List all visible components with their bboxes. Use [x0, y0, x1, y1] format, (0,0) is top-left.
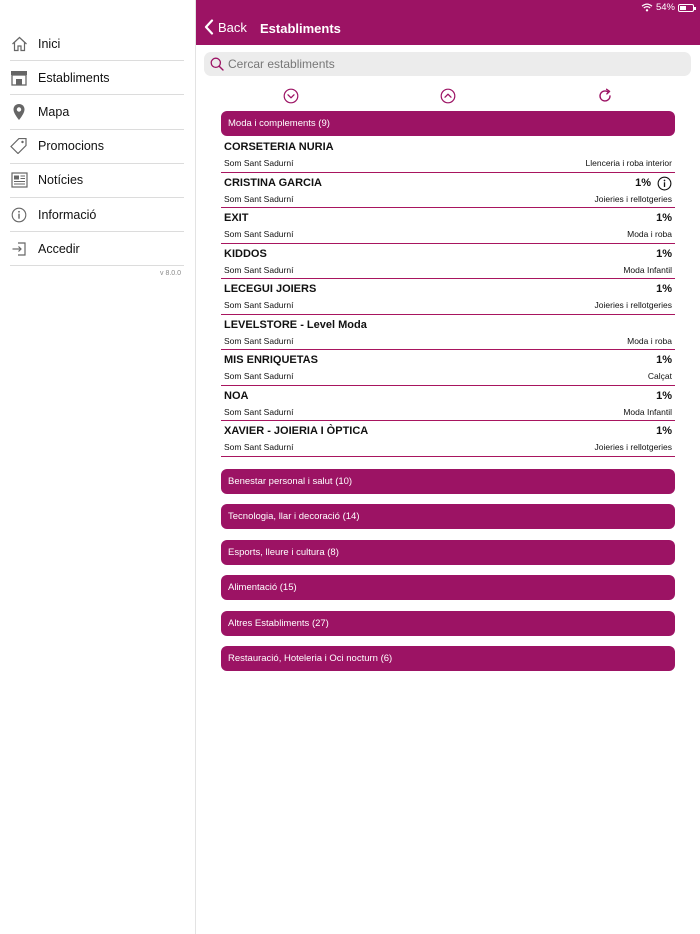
establishment-name: LEVELSTORE - Level Moda	[224, 318, 367, 331]
category-label: Restauració, Hoteleria i Oci nocturn (6)	[228, 653, 393, 664]
sidebar-item-mapa[interactable]	[10, 95, 184, 129]
category-esports[interactable]	[221, 540, 675, 565]
establishment-location: Som Sant Sadurní	[224, 442, 294, 452]
discount-percent: 1%	[656, 425, 672, 437]
category-label: Altres Establiments (27)	[228, 618, 329, 629]
establishment-name: LECEGUI JOIERS	[224, 283, 317, 295]
tag-icon	[10, 137, 28, 155]
establishment-location: Som Sant Sadurní	[224, 406, 294, 417]
establishment-type: Moda i roba	[627, 229, 672, 239]
list-item[interactable]	[221, 173, 675, 209]
discount-percent: 1%	[635, 176, 651, 189]
establishment-location: Som Sant Sadurní	[224, 335, 294, 346]
category-altres[interactable]	[221, 611, 675, 636]
sidebar-item-label: Establiments	[38, 70, 110, 85]
map-pin-icon	[10, 103, 28, 121]
establishment-type: Llenceria i roba interior	[585, 158, 672, 168]
search-bar	[204, 52, 691, 76]
establishment-location: Som Sant Sadurní	[224, 300, 294, 310]
home-icon	[10, 35, 28, 53]
sidebar-item-label: Accedir	[38, 241, 80, 256]
sidebar-item-label: Inici	[38, 36, 61, 51]
list-item[interactable]	[221, 279, 675, 315]
category-tecnologia[interactable]	[221, 504, 675, 529]
establishment-location: Som Sant Sadurní	[224, 193, 294, 204]
battery-percent: 54%	[655, 2, 675, 13]
search-icon	[210, 57, 224, 71]
category-label: Esports, lleure i cultura (8)	[228, 547, 339, 558]
discount-percent: 1%	[656, 247, 672, 260]
category-moda-i-complements[interactable]	[221, 111, 675, 136]
category-benestar-personal[interactable]	[221, 469, 675, 494]
category-label: Moda i complements (9)	[228, 118, 330, 129]
nav-header	[196, 0, 700, 45]
discount-percent: 1%	[656, 212, 672, 224]
sidebar	[0, 0, 196, 934]
sidebar-item-inici[interactable]	[10, 27, 184, 61]
status-bar-right	[641, 2, 694, 13]
establishment-name: CRISTINA GARCIA	[224, 176, 322, 189]
category-alimentacio[interactable]	[221, 575, 675, 600]
back-button-label: Back	[218, 19, 247, 35]
establishment-type: Moda Infantil	[623, 264, 672, 275]
category-label: Benestar personal i salut (10)	[228, 476, 353, 487]
establishment-location: Som Sant Sadurní	[224, 158, 294, 168]
establishment-name: EXIT	[224, 212, 249, 224]
establishment-location: Som Sant Sadurní	[224, 371, 294, 381]
establishment-type: Calçat	[647, 371, 672, 381]
app-version: v 8.0.0	[160, 270, 182, 277]
list-item[interactable]	[221, 208, 675, 244]
establishment-name: MIS ENRIQUETAS	[224, 354, 318, 366]
list-item[interactable]	[221, 315, 675, 351]
establishment-location: Som Sant Sadurní	[224, 229, 294, 239]
establishment-location: Som Sant Sadurní	[224, 264, 294, 275]
info-icon	[10, 206, 28, 224]
sidebar-item-label: Informació	[38, 207, 97, 222]
establishment-type: Moda i roba	[627, 335, 672, 346]
page-title: Establiments	[260, 21, 341, 36]
list-item[interactable]	[221, 350, 675, 386]
category-label: Tecnologia, llar i decoració (14)	[228, 511, 360, 522]
establishment-name: CORSETERIA NURIA	[224, 141, 334, 153]
store-icon	[10, 69, 28, 87]
list-item[interactable]	[221, 137, 675, 173]
establishment-type: Joieries i rellotgeries	[594, 442, 672, 452]
discount-percent: 1%	[656, 389, 672, 402]
sidebar-item-accedir[interactable]	[10, 232, 184, 266]
refresh-icon[interactable]	[597, 88, 613, 104]
category-restauracio[interactable]	[221, 646, 675, 671]
newspaper-icon	[10, 171, 28, 189]
chevron-left-icon	[204, 19, 214, 35]
back-button[interactable]	[204, 19, 247, 35]
login-icon	[10, 240, 28, 258]
wifi-icon	[641, 3, 653, 12]
establishment-list	[221, 137, 675, 457]
battery-icon	[678, 4, 694, 12]
category-label: Alimentació (15)	[228, 582, 297, 593]
discount-percent: 1%	[656, 354, 672, 366]
sidebar-item-label: Promocions	[38, 139, 104, 154]
info-icon[interactable]	[657, 176, 672, 191]
establishment-name: XAVIER - JOIERIA I ÒPTICA	[224, 425, 369, 437]
list-item[interactable]	[221, 386, 675, 422]
search-input[interactable]	[228, 57, 668, 71]
sidebar-item-noticies[interactable]	[10, 164, 184, 198]
sidebar-item-label: Mapa	[38, 104, 70, 119]
list-item[interactable]	[221, 421, 675, 457]
establishment-type: Joieries i rellotgeries	[594, 193, 672, 204]
expand-all-icon[interactable]	[283, 88, 299, 104]
establishment-name: KIDDOS	[224, 247, 267, 260]
battery-fill	[680, 6, 686, 10]
sidebar-item-establiments[interactable]	[10, 61, 184, 95]
sidebar-item-informacio[interactable]	[10, 198, 184, 232]
establishment-type: Moda Infantil	[623, 406, 672, 417]
list-item[interactable]	[221, 244, 675, 280]
establishment-type: Joieries i rellotgeries	[594, 300, 672, 310]
establishment-name: NOA	[224, 389, 249, 402]
discount-percent: 1%	[656, 283, 672, 295]
sidebar-nav	[10, 27, 184, 266]
sidebar-item-label: Notícies	[38, 173, 84, 188]
sidebar-item-promocions[interactable]	[10, 130, 184, 164]
collapse-all-icon[interactable]	[440, 88, 456, 104]
